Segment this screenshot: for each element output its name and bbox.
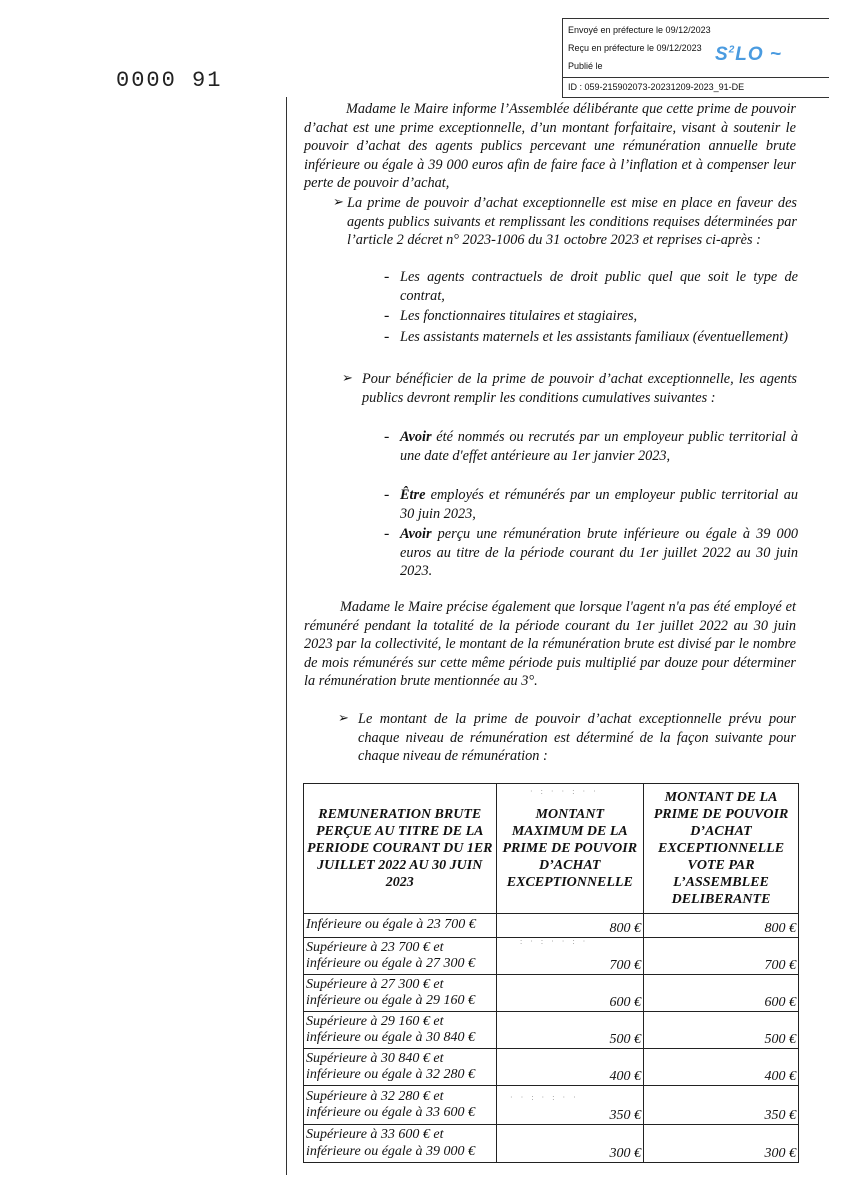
max-cell: 400 €	[496, 1049, 644, 1086]
margin-rule	[286, 97, 287, 1175]
condition-item	[400, 486, 798, 523]
intro-paragraph: Madame le Maire informe l’Assemblée délibérante que cette prime de pouvoir d’achat est une prime exceptionnelle, d’un montant forfaitaire, visant à soutenir le pouvoir d’achat des agents publics percevant une rémunération annuelle brute inférieure ou égale à 39 000 euros afin de faire face à l’inflation et à compenser leur perte de pouvoir d’achat,	[304, 101, 796, 191]
table-row	[304, 914, 799, 938]
voted-cell: 600 €	[644, 975, 799, 1012]
voted-cell: 800 €	[644, 914, 799, 938]
dash-bullet: -	[384, 268, 390, 285]
dash-bullet: -	[384, 328, 390, 345]
range-cell: Supérieure à 32 280 € et inférieure ou égale à 33 600 €	[304, 1086, 497, 1125]
calculation-paragraph: Madame le Maire précise également que lorsque l'agent n'a pas été employé et rémunéré pendant la totalité de la période courant du 1er juillet 2022 au 30 juin 2023 par la collectivité, le montant de la rémunération brute est divisé par le nombre de mois rémunérés sur cette même période puis multiplié par douze pour déterminer la rémunération brute mentionnée au 3°.	[304, 599, 796, 689]
prefecture-stamp	[562, 18, 829, 98]
voted-cell: 300 €	[644, 1125, 799, 1163]
max-cell: 600 €	[496, 975, 644, 1012]
dash-bullet: -	[384, 486, 390, 503]
condition-item	[400, 525, 798, 581]
scan-speckle: · : · · : · ·	[530, 787, 599, 796]
stamp-published: Publié le	[568, 61, 603, 71]
condition-keyword: Être	[400, 487, 426, 503]
table-row	[304, 1012, 799, 1049]
conditions-intro: Pour bénéficier de la prime de pouvoir d’achat exceptionnelle, les agents publics devront remplir les conditions cumulatives suivantes :	[362, 371, 797, 406]
eligibility-intro: La prime de pouvoir d’achat exceptionnelle est mise en place en faveur des agents publics suivants et remplissant les conditions requises déterminées par l’article 2 décret n° 2023-1006 du 31 octobre 2023 et reprises ci-après :	[347, 195, 797, 248]
condition-keyword: Avoir	[400, 526, 432, 542]
slo-logo: $S^2LO$ ~	[715, 44, 783, 65]
condition-keyword: Avoir	[400, 429, 432, 445]
header-max-amount: MONTANT MAXIMUM DE LA PRIME DE POUVOIR D’ACHAT EXCEPTIONNELLE	[496, 784, 644, 914]
max-cell: 500 €	[496, 1012, 644, 1049]
document-number: 0000 91	[116, 68, 223, 93]
list-item: Les agents contractuels de droit public quel que soit le type de contrat,	[400, 269, 798, 304]
header-remuneration: REMUNERATION BRUTE PERÇUE AU TITRE DE LA PERIODE COURANT DU 1ER JUILLET 2022 AU 30 JUIN 2023	[304, 784, 497, 914]
list-item: Les fonctionnaires titulaires et stagiaires,	[400, 308, 638, 324]
scan-speckle: · · : · : · ·	[510, 1093, 579, 1102]
voted-cell: 700 €	[644, 938, 799, 975]
arrow-bullet-icon: ➢	[333, 194, 344, 209]
condition-item	[400, 428, 798, 465]
prime-amount-table	[303, 783, 799, 1163]
range-cell: Supérieure à 27 300 € et inférieure ou égale à 29 160 €	[304, 975, 497, 1012]
stamp-received-date: Reçu en préfecture le 09/12/2023	[568, 43, 702, 53]
table-row	[304, 1125, 799, 1163]
max-cell: 700 €	[496, 938, 644, 975]
range-cell: Supérieure à 29 160 € et inférieure ou égale à 30 840 €	[304, 1012, 497, 1049]
table-row	[304, 1086, 799, 1125]
range-cell: Supérieure à 30 840 € et inférieure ou égale à 32 280 €	[304, 1049, 497, 1086]
voted-cell: 500 €	[644, 1012, 799, 1049]
stamp-id: ID : 059-215902073-20231209-2023_91-DE	[563, 77, 829, 96]
dash-bullet: -	[384, 307, 390, 324]
table-row	[304, 975, 799, 1012]
range-cell: Inférieure ou égale à 23 700 €	[304, 914, 497, 938]
condition-text: employés et rémunérés par un employeur public territorial au 30 juin 2023,	[400, 487, 798, 522]
table-row	[304, 1049, 799, 1086]
list-item: Les assistants maternels et les assistants familiaux (éventuellement)	[400, 329, 788, 345]
condition-text: perçu une rémunération brute inférieure ou égale à 39 000 euros au titre de la période courant du 1er juillet 2022 au 30 juin 2023.	[400, 526, 798, 579]
stamp-sent-date: Envoyé en préfecture le 09/12/2023	[568, 25, 711, 35]
dash-bullet: -	[384, 428, 390, 445]
amounts-intro: Le montant de la prime de pouvoir d’achat exceptionnelle prévu pour chaque niveau de rémunération est déterminé de la façon suivante pour chaque niveau de rémunération :	[358, 711, 796, 764]
voted-cell: 350 €	[644, 1086, 799, 1125]
dash-bullet: -	[384, 525, 390, 542]
range-cell: Supérieure à 23 700 € et inférieure ou égale à 27 300 €	[304, 938, 497, 975]
range-cell: Supérieure à 33 600 € et inférieure ou égale à 39 000 €	[304, 1125, 497, 1163]
voted-cell: 400 €	[644, 1049, 799, 1086]
condition-text: été nommés ou recrutés par un employeur public territorial à une date d'effet antérieure au 1er janvier 2023,	[400, 429, 798, 464]
max-cell: 800 €	[496, 914, 644, 938]
header-voted-amount: MONTANT DE LA PRIME DE POUVOIR D’ACHAT EXCEPTIONNELLE VOTE PAR L’ASSEMBLEE DELIBERANTE	[644, 784, 799, 914]
max-cell: 350 €	[496, 1086, 644, 1125]
scan-speckle: : · : · · : ·	[520, 937, 589, 946]
max-cell: 300 €	[496, 1125, 644, 1163]
table-header-row	[304, 784, 799, 914]
arrow-bullet-icon: ➢	[338, 710, 349, 725]
arrow-bullet-icon: ➢	[342, 370, 353, 385]
